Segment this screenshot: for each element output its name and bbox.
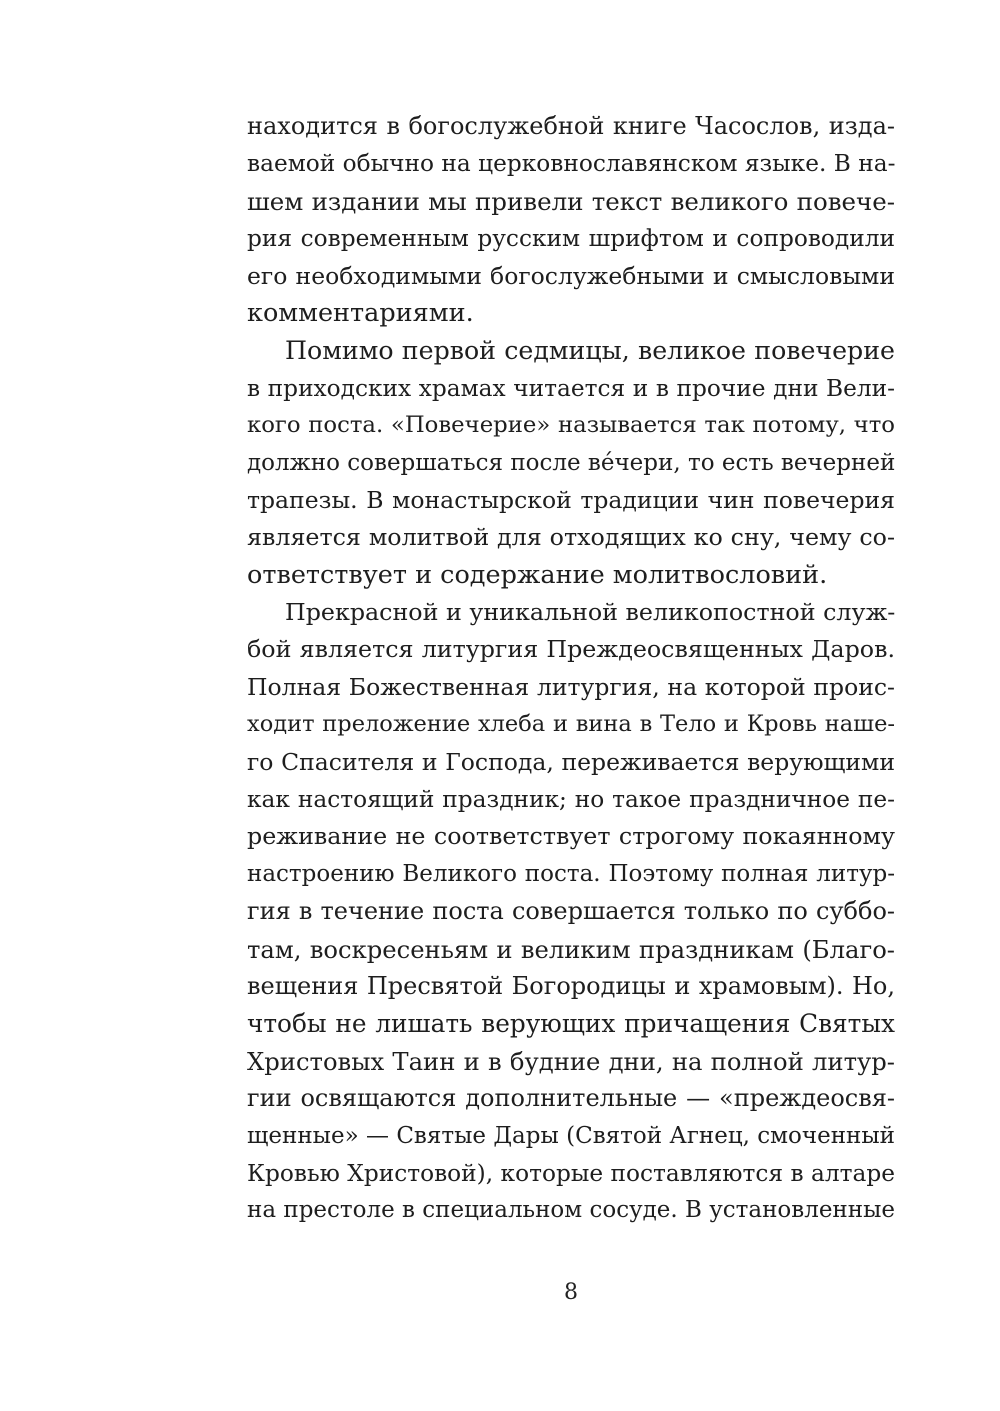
text-line: Полная Божественная литургия, на которой проис- <box>247 672 895 701</box>
text-line: на престоле в специальном сосуде. В установленные <box>247 1197 895 1224</box>
text-line: его необходимыми богослужебными и смысловыми <box>247 261 895 290</box>
text-line: чтобы не лишать верующих причащения Святых <box>247 1009 895 1039</box>
text-line: настроению Великого поста. Поэтому полная литур- <box>247 860 895 887</box>
text-line: кого поста. «Повечерие» называется так потому, что <box>247 412 895 439</box>
text-line: в приходских храмах читается и в прочие дни Вели- <box>247 374 895 402</box>
text-line: как настоящий праздник; но такое праздничное пе- <box>247 786 895 814</box>
text-line: находится в богослужебной книге Часослов, изда- <box>247 112 895 140</box>
text-line: щенные» — Святые Дары (Святой Агнец, смоченный <box>247 1122 895 1149</box>
body-text <box>247 108 895 1230</box>
text-line: комментариями. <box>247 297 474 328</box>
text-line: ходит преложение хлеба и вина в Тело и Кровь наше- <box>247 711 895 738</box>
text-line: Христовых Таин и в будние дни, на полной литур- <box>247 1046 895 1076</box>
text-line: является молитвой для отходящих ко сну, чему со- <box>247 523 895 552</box>
text-line: Прекрасной и уникальной великопостной служ- <box>285 598 896 627</box>
text-line: ответствует и содержание молитвословий. <box>247 559 828 590</box>
text-line: го Спасителя и Господа, переживается верующими <box>247 747 895 776</box>
text-line: шем издании мы привели текст великого повече- <box>247 186 895 216</box>
paragraph <box>247 594 895 1230</box>
paragraph <box>247 108 895 332</box>
text-line: должно совершаться после ве́чери, то есть вечерней <box>247 449 896 476</box>
text-line: там, воскресеньям и великим праздникам (Благо- <box>247 934 895 964</box>
text-line: бой является литургия Преждеосвященных Даров. <box>247 635 895 664</box>
paragraph <box>247 332 895 594</box>
text-line: вещения Пресвятой Богородицы и храмовым). Но, <box>247 971 895 1000</box>
text-line: гии освящаются дополнительные — «преждеосвя- <box>247 1084 895 1113</box>
text-line: Помимо первой седмицы, великое повечерие <box>285 336 895 366</box>
text-line: Кровью Христовой), которые поставляются в алтаре <box>247 1159 895 1187</box>
text-line: трапезы. В монастырской традиции чин повечерия <box>247 485 895 514</box>
text-line: гия в течение поста совершается только по суббо- <box>247 897 895 926</box>
text-line: ваемой обычно на церковнославянском языке. В на- <box>247 150 896 178</box>
text-line: рия современным русским шрифтом и сопроводили <box>247 225 895 253</box>
text-line: реживание не соответствует строгому покаянному <box>247 822 895 851</box>
page-number: 8 <box>564 1280 578 1305</box>
